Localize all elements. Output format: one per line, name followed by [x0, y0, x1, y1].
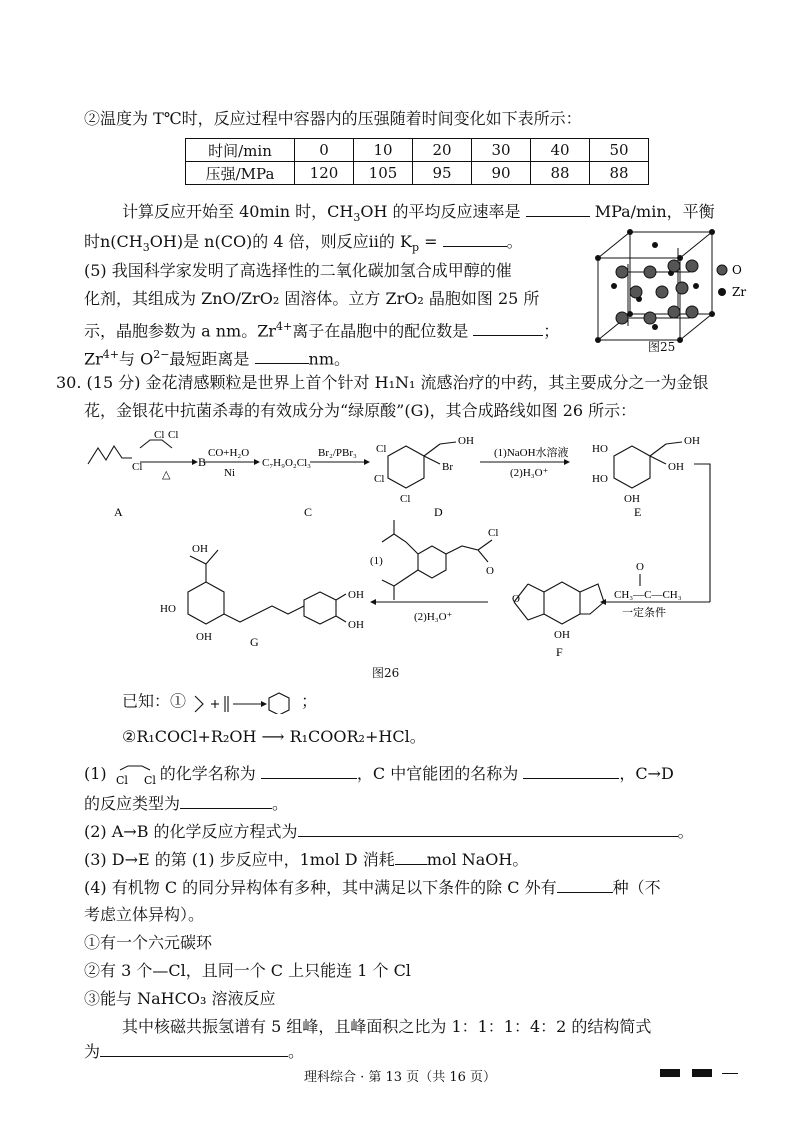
- label-acyl-cl: Cl: [488, 527, 499, 539]
- condition-2: ②有 3 个—Cl，且同一个 C 上只能连 1 个 Cl: [84, 961, 411, 980]
- table-cell: 88: [590, 162, 649, 185]
- reagent-aromatic-ring: [418, 546, 446, 578]
- fig26-caption: 图26: [372, 666, 400, 680]
- label-acetone-o: O: [636, 561, 644, 573]
- label-acyl-o: O: [486, 565, 494, 577]
- reagent-naoh: (1)NaOH水溶液: [494, 447, 569, 459]
- answer-blank[interactable]: [255, 347, 309, 364]
- table-header: 压强/MPa: [186, 162, 295, 185]
- label-d-cl3: Cl: [400, 493, 411, 505]
- diels-alder-scheme: [191, 690, 301, 714]
- label-g-oh4: OH: [348, 619, 364, 631]
- table-cell: 20: [413, 139, 472, 162]
- answer-blank[interactable]: [298, 820, 678, 837]
- label-cl-2: Cl: [168, 429, 179, 441]
- reagent-ni: Ni: [224, 467, 235, 479]
- label-f-o1: O: [512, 593, 520, 605]
- table-cell: 50: [590, 139, 649, 162]
- table-cell: 40: [531, 139, 590, 162]
- label-a: A: [114, 505, 123, 519]
- legend-zr-label: Zr: [732, 285, 747, 299]
- label-g-oh1: OH: [192, 543, 208, 555]
- reagent-condition: 一定条件: [622, 607, 666, 619]
- cond-heat: △: [162, 469, 171, 481]
- answer-blank[interactable]: [100, 1040, 288, 1057]
- registration-mark: [660, 1069, 680, 1077]
- reagent-co-h2o: CO+H₂O: [208, 447, 250, 459]
- synthesis-scheme: [84, 424, 734, 664]
- answer-blank[interactable]: [557, 876, 613, 893]
- formula-c: C₇H₉O₂Cl₃: [262, 457, 311, 469]
- compound-e-ring: [614, 446, 650, 488]
- known-1: 已知：① ；: [122, 690, 317, 714]
- page-footer: 理科综合 · 第 13 页（共 16 页）: [303, 1070, 496, 1085]
- table-cell: 0: [295, 139, 354, 162]
- table-cell: 105: [354, 162, 413, 185]
- label-d-br: Br: [442, 461, 453, 473]
- q-temp-intro: ②温度为 T℃时，反应过程中容器内的压强随着时间变化如下表所示：: [84, 109, 582, 128]
- q5-line4: $Zr^{4+}$与 $O^{2-}$最短距离是 nm。: [84, 348, 351, 369]
- label-acetone: CH₃—C—CH₃: [614, 589, 682, 601]
- registration-mark: [692, 1069, 712, 1077]
- compound-d-ring: [388, 446, 424, 488]
- legend-o-label: O: [732, 263, 742, 277]
- nmr-line1: 其中核磁共振氢谱有 5 组峰，且峰面积之比为 1：1：1：4：2 的结构简式: [122, 1017, 652, 1036]
- kp-question: 时$n(CH_3OH)$是 n(CO)的 4 倍，则反应ⅱ的 $K_p$ = 。: [84, 232, 523, 255]
- sub1-line1: (1) Cl Cl 的化学名称为 ，C 中官能团的名称为 ，C→D: [84, 764, 674, 786]
- label-e-ho1: HO: [592, 443, 608, 455]
- compound-f-ring: [544, 582, 580, 624]
- icon-cl-2: Cl: [143, 773, 156, 786]
- label-g-oh2: OH: [196, 631, 212, 643]
- nmr-line2: 为 。: [84, 1042, 305, 1061]
- table-cell: 90: [472, 162, 531, 185]
- fig25-caption: 图25: [648, 340, 676, 354]
- condition-1: ①有一个六元碳环: [84, 933, 213, 952]
- condition-3: ③能与 NaHCO₃ 溶液反应: [84, 989, 276, 1008]
- label-e-oh3: OH: [668, 461, 684, 473]
- q5-line1: (5) 我国科学家发明了高选择性的二氧化碳加氢合成甲醇的催: [84, 261, 512, 280]
- label-f: F: [556, 645, 563, 659]
- q5-line3: 示，晶胞参数为 a nm。$Zr^{4+}$离子在晶胞中的配位数是 ；: [84, 320, 560, 341]
- reagent-step1: (1): [370, 555, 383, 567]
- reagent-br2: Br₂/PBr₃: [318, 447, 357, 459]
- registration-mark: [722, 1073, 738, 1074]
- sub1-line2: 的反应类型为 。: [84, 794, 289, 813]
- label-g: G: [250, 635, 259, 649]
- label-e: E: [634, 505, 642, 519]
- table-cell: 120: [295, 162, 354, 185]
- rate-question: 计算反应开始至 40min 时，$CH_3OH$ 的平均反应速率是 MPa/min，平衡: [122, 202, 715, 225]
- answer-blank[interactable]: [473, 319, 543, 336]
- table-cell: 30: [472, 139, 531, 162]
- label-d-cl1: Cl: [376, 443, 387, 455]
- legend-o-marker: [717, 265, 727, 275]
- sub4-line1: (4) 有机物 C 的同分异构体有多种，其中满足以下条件的除 C 外有 种（不: [84, 878, 661, 897]
- q30-line1: 30. (15 分) 金花清感颗粒是世界上首个针对 H₁N₁ 流感治疗的中药，其主要成分之一为金银: [56, 373, 709, 392]
- label-b: B: [198, 455, 207, 469]
- crystal-cell-figure: [590, 226, 760, 354]
- label-g-oh3: OH: [348, 589, 364, 601]
- known-2: ②R₁COCl+R₂OH ⟶ R₁COOR₂+HCl。: [122, 727, 426, 746]
- table-header: 时间/min: [186, 139, 295, 162]
- label-d: D: [434, 505, 443, 519]
- table-cell: 88: [531, 162, 590, 185]
- cis-dichloroethene-icon: [112, 764, 160, 786]
- legend-zr-marker: [718, 288, 726, 296]
- label-g-ho: HO: [160, 603, 176, 615]
- table-cell: 95: [413, 162, 472, 185]
- pressure-table: [185, 138, 649, 185]
- answer-blank[interactable]: [526, 200, 590, 217]
- sub4-line2: 考虑立体异构）。: [84, 905, 205, 924]
- answer-blank[interactable]: [261, 762, 357, 779]
- label-d-cl2: Cl: [374, 473, 385, 485]
- label-f-oh: OH: [554, 629, 570, 641]
- q5-line2: 化剂，其组成为 ZnO/ZrO₂ 固溶体。立方 ZrO₂ 晶胞如图 25 所: [84, 289, 540, 308]
- sub3: (3) D→E 的第 (1) 步反应中，1mol D 消耗 mol NaOH。: [84, 850, 529, 869]
- label-e-oh2: OH: [684, 435, 700, 447]
- label-d-oh: OH: [458, 435, 474, 447]
- label-e-oh1: OH: [624, 493, 640, 505]
- sub2: (2) A→B 的化学反应方程式为 。: [84, 822, 694, 841]
- label-e-ho2: HO: [592, 473, 608, 485]
- label-cl-1: Cl: [154, 429, 165, 441]
- answer-blank[interactable]: [395, 848, 427, 865]
- label-c: C: [304, 505, 313, 519]
- reagent-h3o-1: (2)H₃O⁺: [510, 467, 549, 479]
- answer-blank[interactable]: [180, 792, 272, 809]
- label-a-cl: Cl: [132, 461, 143, 473]
- icon-cl-1: Cl: [115, 773, 128, 786]
- table-cell: 10: [354, 139, 413, 162]
- compound-a: [88, 446, 132, 464]
- compound-g-ring: [188, 582, 224, 624]
- compound-g-aromatic: [304, 592, 336, 624]
- answer-blank[interactable]: [443, 230, 507, 247]
- reagent-h3o-2: (2)H₃O⁺: [414, 611, 453, 623]
- q30-line2: 花，金银花中抗菌杀毒的有效成分为“绿原酸”(G)，其合成路线如图 26 所示：: [84, 401, 637, 420]
- reagent-dichloroethene: [140, 440, 172, 448]
- answer-blank[interactable]: [523, 762, 619, 779]
